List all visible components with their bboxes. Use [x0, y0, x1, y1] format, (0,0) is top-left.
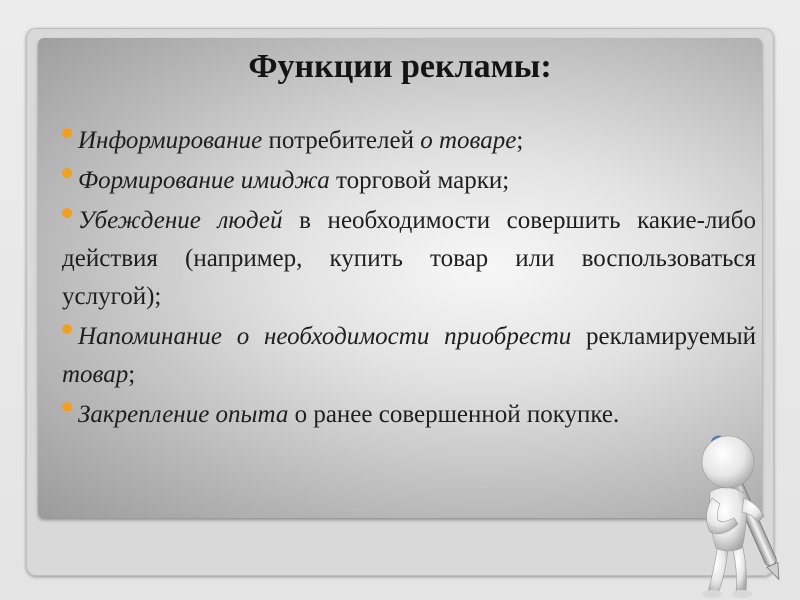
list-item	[62, 202, 756, 316]
item-text-italic: о товаре	[420, 127, 517, 154]
item-text: в необходимости совершить какие-либо действия (например, купить товар или воспользоваться услугой);	[62, 207, 756, 310]
bullet-list	[62, 122, 756, 436]
person-with-pen-icon	[688, 420, 780, 600]
bullet-icon	[62, 208, 72, 218]
bullet-icon	[62, 402, 72, 412]
bullet-icon	[62, 324, 72, 334]
item-text: ;	[516, 127, 524, 154]
item-text: торговой марки;	[329, 167, 510, 194]
item-text: потребителей	[262, 127, 421, 154]
item-text-italic: Информирование	[78, 127, 263, 154]
list-item	[62, 162, 756, 200]
item-text-italic: товар	[62, 361, 129, 388]
slide-title: Функции рекламы:	[248, 48, 552, 85]
list-item	[62, 318, 756, 394]
item-text-italic: Формирование имиджа	[78, 167, 330, 194]
list-item	[62, 122, 756, 160]
list-item	[62, 396, 756, 434]
item-text-italic: Убеждение людей	[78, 207, 283, 234]
item-text: ;	[128, 361, 136, 388]
bullet-icon	[62, 128, 72, 138]
bullet-icon	[62, 168, 72, 178]
item-text-italic: Закрепление опыта	[78, 401, 289, 428]
item-text: рекламируемый	[571, 323, 756, 350]
item-text: о ранее совершенной покупке.	[288, 401, 620, 428]
item-text-italic: Напоминание о необходимости приобрести	[78, 323, 572, 350]
